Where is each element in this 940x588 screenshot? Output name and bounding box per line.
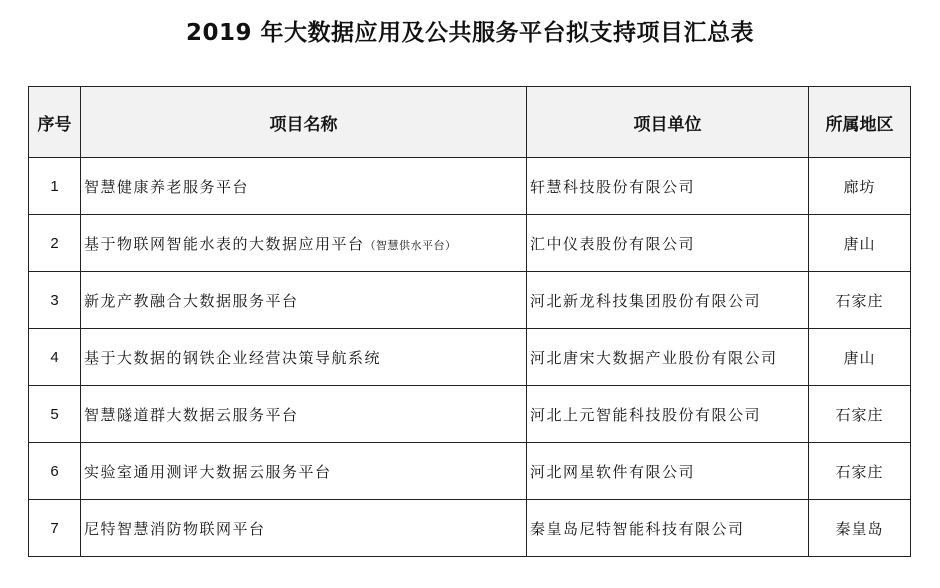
row-project-name (81, 329, 527, 386)
table-row (29, 215, 911, 272)
table-header-row (29, 87, 911, 158)
row-no: 3 (29, 272, 81, 329)
row-project-name (81, 386, 527, 443)
project-name-text: 智慧健康养老服务平台 (84, 177, 250, 196)
row-project-name (81, 500, 527, 557)
project-name-text: 新龙产教融合大数据服务平台 (84, 291, 299, 310)
row-project-unit: 河北上元智能科技股份有限公司 (527, 386, 809, 443)
table-row (29, 443, 911, 500)
row-project-unit: 河北唐宋大数据产业股份有限公司 (527, 329, 809, 386)
row-region: 唐山 (809, 215, 911, 272)
row-no: 2 (29, 215, 81, 272)
row-region: 唐山 (809, 329, 911, 386)
header-project-name: 项目名称 (81, 87, 527, 158)
row-region: 廊坊 (809, 158, 911, 215)
project-name-text: 实验室通用测评大数据云服务平台 (84, 462, 332, 481)
row-no: 6 (29, 443, 81, 500)
page-title: 2019 年大数据应用及公共服务平台拟支持项目汇总表 (185, 20, 755, 46)
row-project-name (81, 215, 527, 272)
header-no: 序号 (29, 87, 81, 158)
row-project-unit: 秦皇岛尼特智能科技有限公司 (527, 500, 809, 557)
row-region: 石家庄 (809, 443, 911, 500)
table-row (29, 272, 911, 329)
project-name-text: 基于物联网智能水表的大数据应用平台 (84, 234, 365, 253)
row-no: 7 (29, 500, 81, 557)
project-name-note: （智慧供水平台） (364, 238, 457, 252)
row-no: 1 (29, 158, 81, 215)
row-project-unit: 汇中仪表股份有限公司 (527, 215, 809, 272)
row-no: 5 (29, 386, 81, 443)
project-name-text: 基于大数据的钢铁企业经营决策导航系统 (84, 348, 382, 367)
project-table (28, 86, 911, 557)
table-row (29, 500, 911, 557)
row-project-name (81, 272, 527, 329)
table-row (29, 158, 911, 215)
row-project-name (81, 443, 527, 500)
header-region: 所属地区 (809, 87, 911, 158)
row-project-name (81, 158, 527, 215)
row-region: 石家庄 (809, 272, 911, 329)
row-project-unit: 河北网星软件有限公司 (527, 443, 809, 500)
row-region: 秦皇岛 (809, 500, 911, 557)
row-project-unit: 河北新龙科技集团股份有限公司 (527, 272, 809, 329)
project-name-text: 智慧隧道群大数据云服务平台 (84, 405, 299, 424)
table-row (29, 329, 911, 386)
row-no: 4 (29, 329, 81, 386)
table-row (29, 386, 911, 443)
row-region: 石家庄 (809, 386, 911, 443)
project-name-text: 尼特智慧消防物联网平台 (84, 519, 266, 538)
row-project-unit: 轩慧科技股份有限公司 (527, 158, 809, 215)
header-project-unit: 项目单位 (527, 87, 809, 158)
